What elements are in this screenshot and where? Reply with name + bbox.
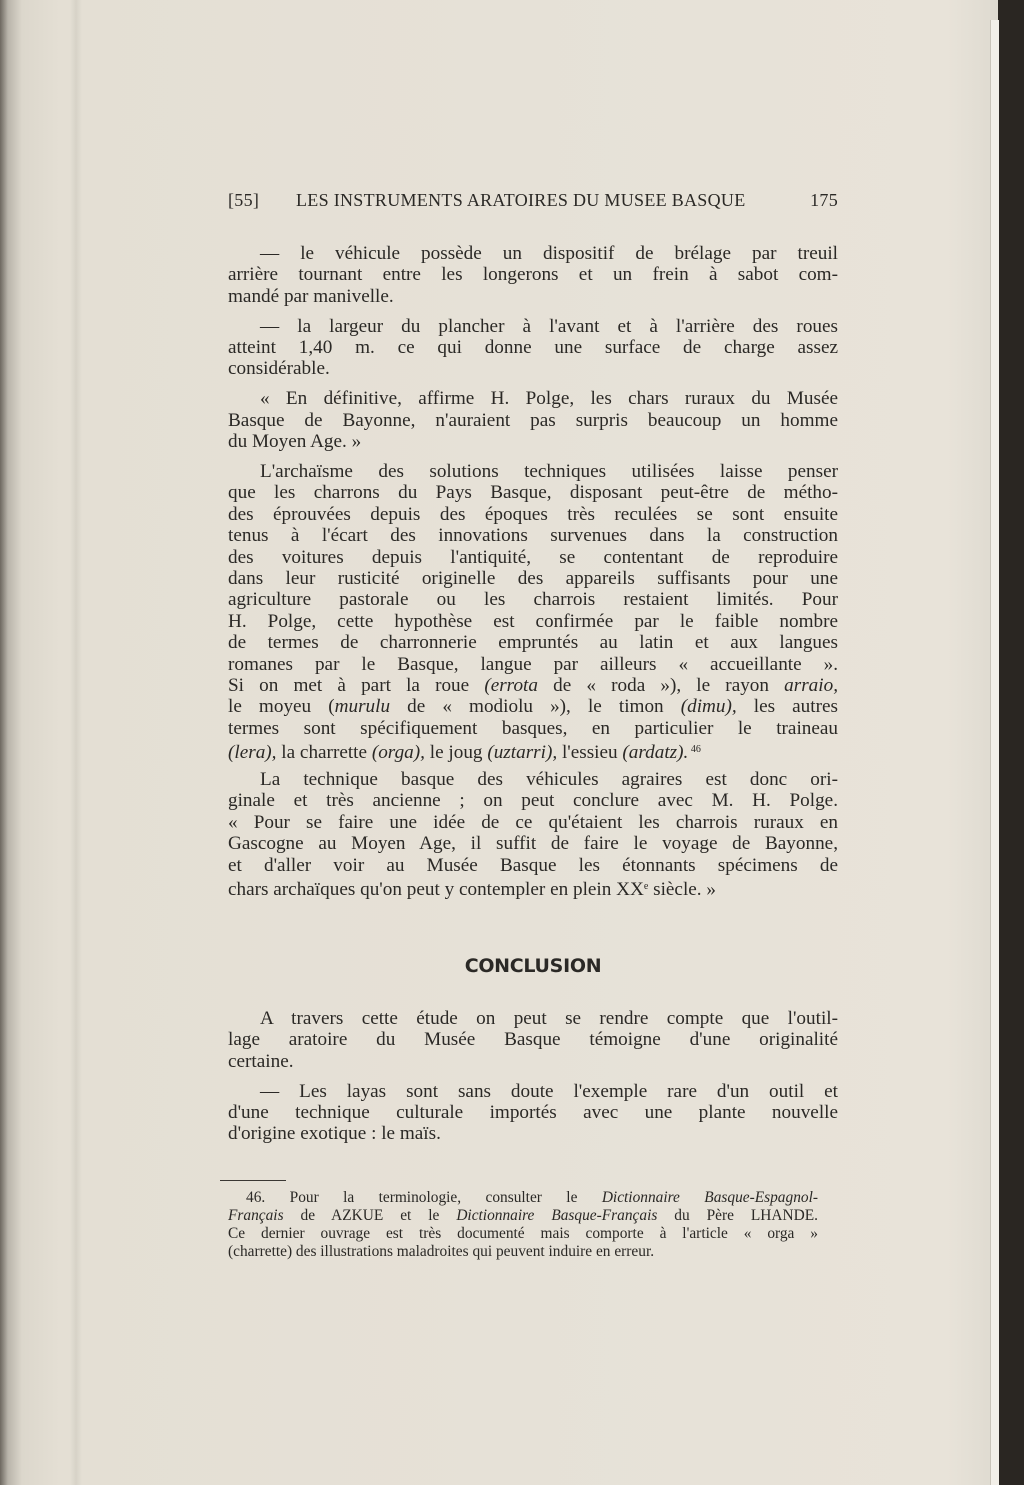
text-run: atteint 1,40 m. ce qui donne une surface de charge assez: [228, 337, 838, 359]
italic-text: (orga),: [371, 742, 425, 764]
text-line: [228, 1243, 818, 1261]
text-line: [228, 504, 838, 525]
text-run: le joug: [424, 742, 488, 764]
text-run: les autres: [736, 696, 838, 718]
text-run: tenus à l'écart des innovations survenues dans la construction: [228, 525, 838, 547]
text-run: Si on met à part la roue: [228, 674, 485, 696]
paragraph: [228, 1081, 838, 1145]
text-line: [228, 833, 838, 854]
italic-text: (errota: [484, 674, 538, 696]
section-heading-conclusion: CONCLUSION: [464, 955, 602, 977]
text-run: d'origine exotique : le maïs.: [228, 1123, 441, 1145]
page-number: 175: [810, 190, 838, 210]
text-line: [228, 431, 838, 452]
text-line: [228, 410, 838, 431]
text-line: [228, 1123, 838, 1144]
text-run: « En définitive, affirme H. Polge, les chars ruraux du Musée: [260, 388, 838, 410]
text-run: des éprouvées depuis des époques très reculées se sont ensuite: [228, 503, 838, 525]
text-run: Basque de Bayonne, n'auraient pas surpris beaucoup un homme: [228, 409, 838, 431]
page-gutter: [70, 0, 82, 1485]
paragraph: [228, 388, 838, 452]
text-line: [228, 790, 838, 811]
text-line: [228, 1008, 838, 1029]
text-run: termes sont spécifiquement basques, en particulier le traineau: [228, 717, 838, 739]
text-run: 46. Pour la terminologie, consulter le: [246, 1189, 602, 1206]
footnote-separator: [220, 1180, 286, 1181]
text-run: la charrette: [276, 742, 372, 764]
text-run: considérable.: [228, 358, 330, 380]
text-run: le moyeu (: [228, 696, 335, 718]
text-run: ginale et très ancienne ; on peut conclure avec M. H. Polge.: [228, 790, 838, 812]
text-run: Gascogne au Moyen Age, il suffit de faire le voyage de Bayonne,: [228, 833, 838, 855]
text-run: — le véhicule possède un dispositif de brélage par treuil: [260, 243, 838, 264]
text-line: [228, 855, 838, 876]
text-line: [228, 243, 838, 264]
text-run: que les charrons du Pays Basque, disposant peut-être de métho-: [228, 482, 838, 504]
italic-text: (ardatz).: [622, 742, 689, 764]
text-run: — la largeur du plancher à l'avant et à l'arrière des roues: [260, 315, 838, 337]
text-line: [228, 264, 838, 285]
italic-text: Français: [228, 1207, 284, 1224]
text-line: [228, 547, 838, 568]
text-run: — Les layas sont sans doute l'exemple rare d'un outil et: [260, 1080, 838, 1102]
text-line: [228, 1029, 838, 1050]
text-run: d'une technique culturale importés avec une plante nouvelle: [228, 1102, 838, 1124]
page-edge: [990, 20, 999, 1485]
text-line: [228, 316, 838, 337]
text-run: et d'aller voir au Musée Basque les étonnants spécimens de: [228, 854, 838, 876]
text-run: du Moyen Age. »: [228, 431, 362, 453]
text-run: de « roda »), le rayon: [537, 674, 785, 696]
italic-text: (lera),: [228, 742, 277, 764]
paragraph: [228, 316, 838, 380]
text-run: de « modiolu »), le timon: [390, 696, 681, 718]
text-run: dans leur rusticité originelle des appareils suffisants pour une: [228, 567, 838, 589]
text-line: [228, 1051, 838, 1072]
text-run: arrière tournant entre les longerons et un frein à sabot com-: [228, 264, 838, 286]
text-run: siècle. »: [648, 878, 716, 900]
text-run: lage aratoire du Musée Basque témoigne d'une originalité: [228, 1029, 838, 1051]
text-line: [228, 1225, 818, 1243]
italic-text: Dictionnaire Basque-Français: [456, 1207, 658, 1224]
text-run: (charrette) des illustrations maladroites qui peuvent induire en erreur.: [228, 1243, 655, 1260]
text-run: La technique basque des véhicules agraires est donc ori-: [260, 768, 838, 790]
text-run: mandé par manivelle.: [228, 285, 394, 307]
text-line: [228, 654, 838, 675]
text-run: chars archaïques qu'on peut y contempler en plein XX: [228, 878, 644, 900]
italic-text: arraio,: [784, 674, 838, 696]
section-number: [55]: [228, 190, 260, 210]
conclusion-text: [228, 1008, 838, 1153]
superscript: e: [643, 880, 649, 892]
text-run: agriculture pastorale ou les charrois restaient limités. Pour: [228, 589, 838, 611]
text-line: [228, 525, 838, 546]
text-line: [228, 675, 838, 696]
italic-text: Dictionnaire Basque-Espagnol-: [601, 1189, 818, 1206]
text-line: [228, 589, 838, 610]
text-run: du Père LHANDE.: [657, 1207, 819, 1224]
text-line: [228, 1189, 818, 1207]
text-run: de termes de charronnerie empruntés au latin et aux langues: [228, 632, 838, 654]
text-line: [228, 1081, 838, 1102]
text-line: [228, 718, 838, 739]
text-line: [228, 696, 838, 717]
text-line: [228, 568, 838, 589]
text-run: de AZKUE et le: [283, 1207, 457, 1224]
text-line: [228, 632, 838, 653]
text-run: romanes par le Basque, langue par ailleurs « accueillante ».: [228, 653, 838, 675]
running-title: LES INSTRUMENTS ARATOIRES DU MUSEE BASQUE: [296, 190, 746, 210]
text-run: Ce dernier ouvrage est très documenté mais comporte à l'article « orga »: [228, 1225, 818, 1242]
text-run: A travers cette étude on peut se rendre compte que l'outil-: [260, 1008, 838, 1029]
text-run: des voitures depuis l'antiquité, se contentant de reproduire: [228, 546, 838, 568]
main-text: [228, 243, 838, 906]
text-line: [228, 482, 838, 503]
text-line: [228, 812, 838, 833]
text-line: [228, 388, 838, 409]
italic-text: (dimu),: [680, 696, 737, 718]
paragraph: [228, 768, 838, 900]
text-run: « Pour se faire une idée de ce qu'étaient les charrois ruraux en: [228, 811, 838, 833]
text-line: [228, 461, 838, 482]
running-header: [228, 190, 838, 211]
paragraph: [228, 1008, 838, 1072]
text-run: l'essieu: [557, 742, 623, 764]
text-run: certaine.: [228, 1050, 294, 1072]
italic-text: (uztarri),: [487, 742, 558, 764]
italic-text: murulu: [334, 696, 391, 718]
text-line: [228, 876, 838, 900]
text-run: H. Polge, cette hypothèse est confirmée par le faible nombre: [228, 610, 838, 632]
text-line: [228, 769, 838, 790]
paragraph: [228, 461, 838, 764]
text-line: [228, 337, 838, 358]
superscript: 46: [688, 744, 701, 756]
text-line: [228, 358, 838, 379]
text-line: [228, 286, 838, 307]
text-line: [228, 611, 838, 632]
footnote: [228, 1189, 818, 1261]
paragraph: [228, 243, 838, 307]
text-line: [228, 1102, 838, 1123]
text-run: L'archaïsme des solutions techniques utilisées laisse penser: [260, 461, 838, 483]
text-line: [228, 739, 838, 764]
text-line: [228, 1207, 818, 1225]
